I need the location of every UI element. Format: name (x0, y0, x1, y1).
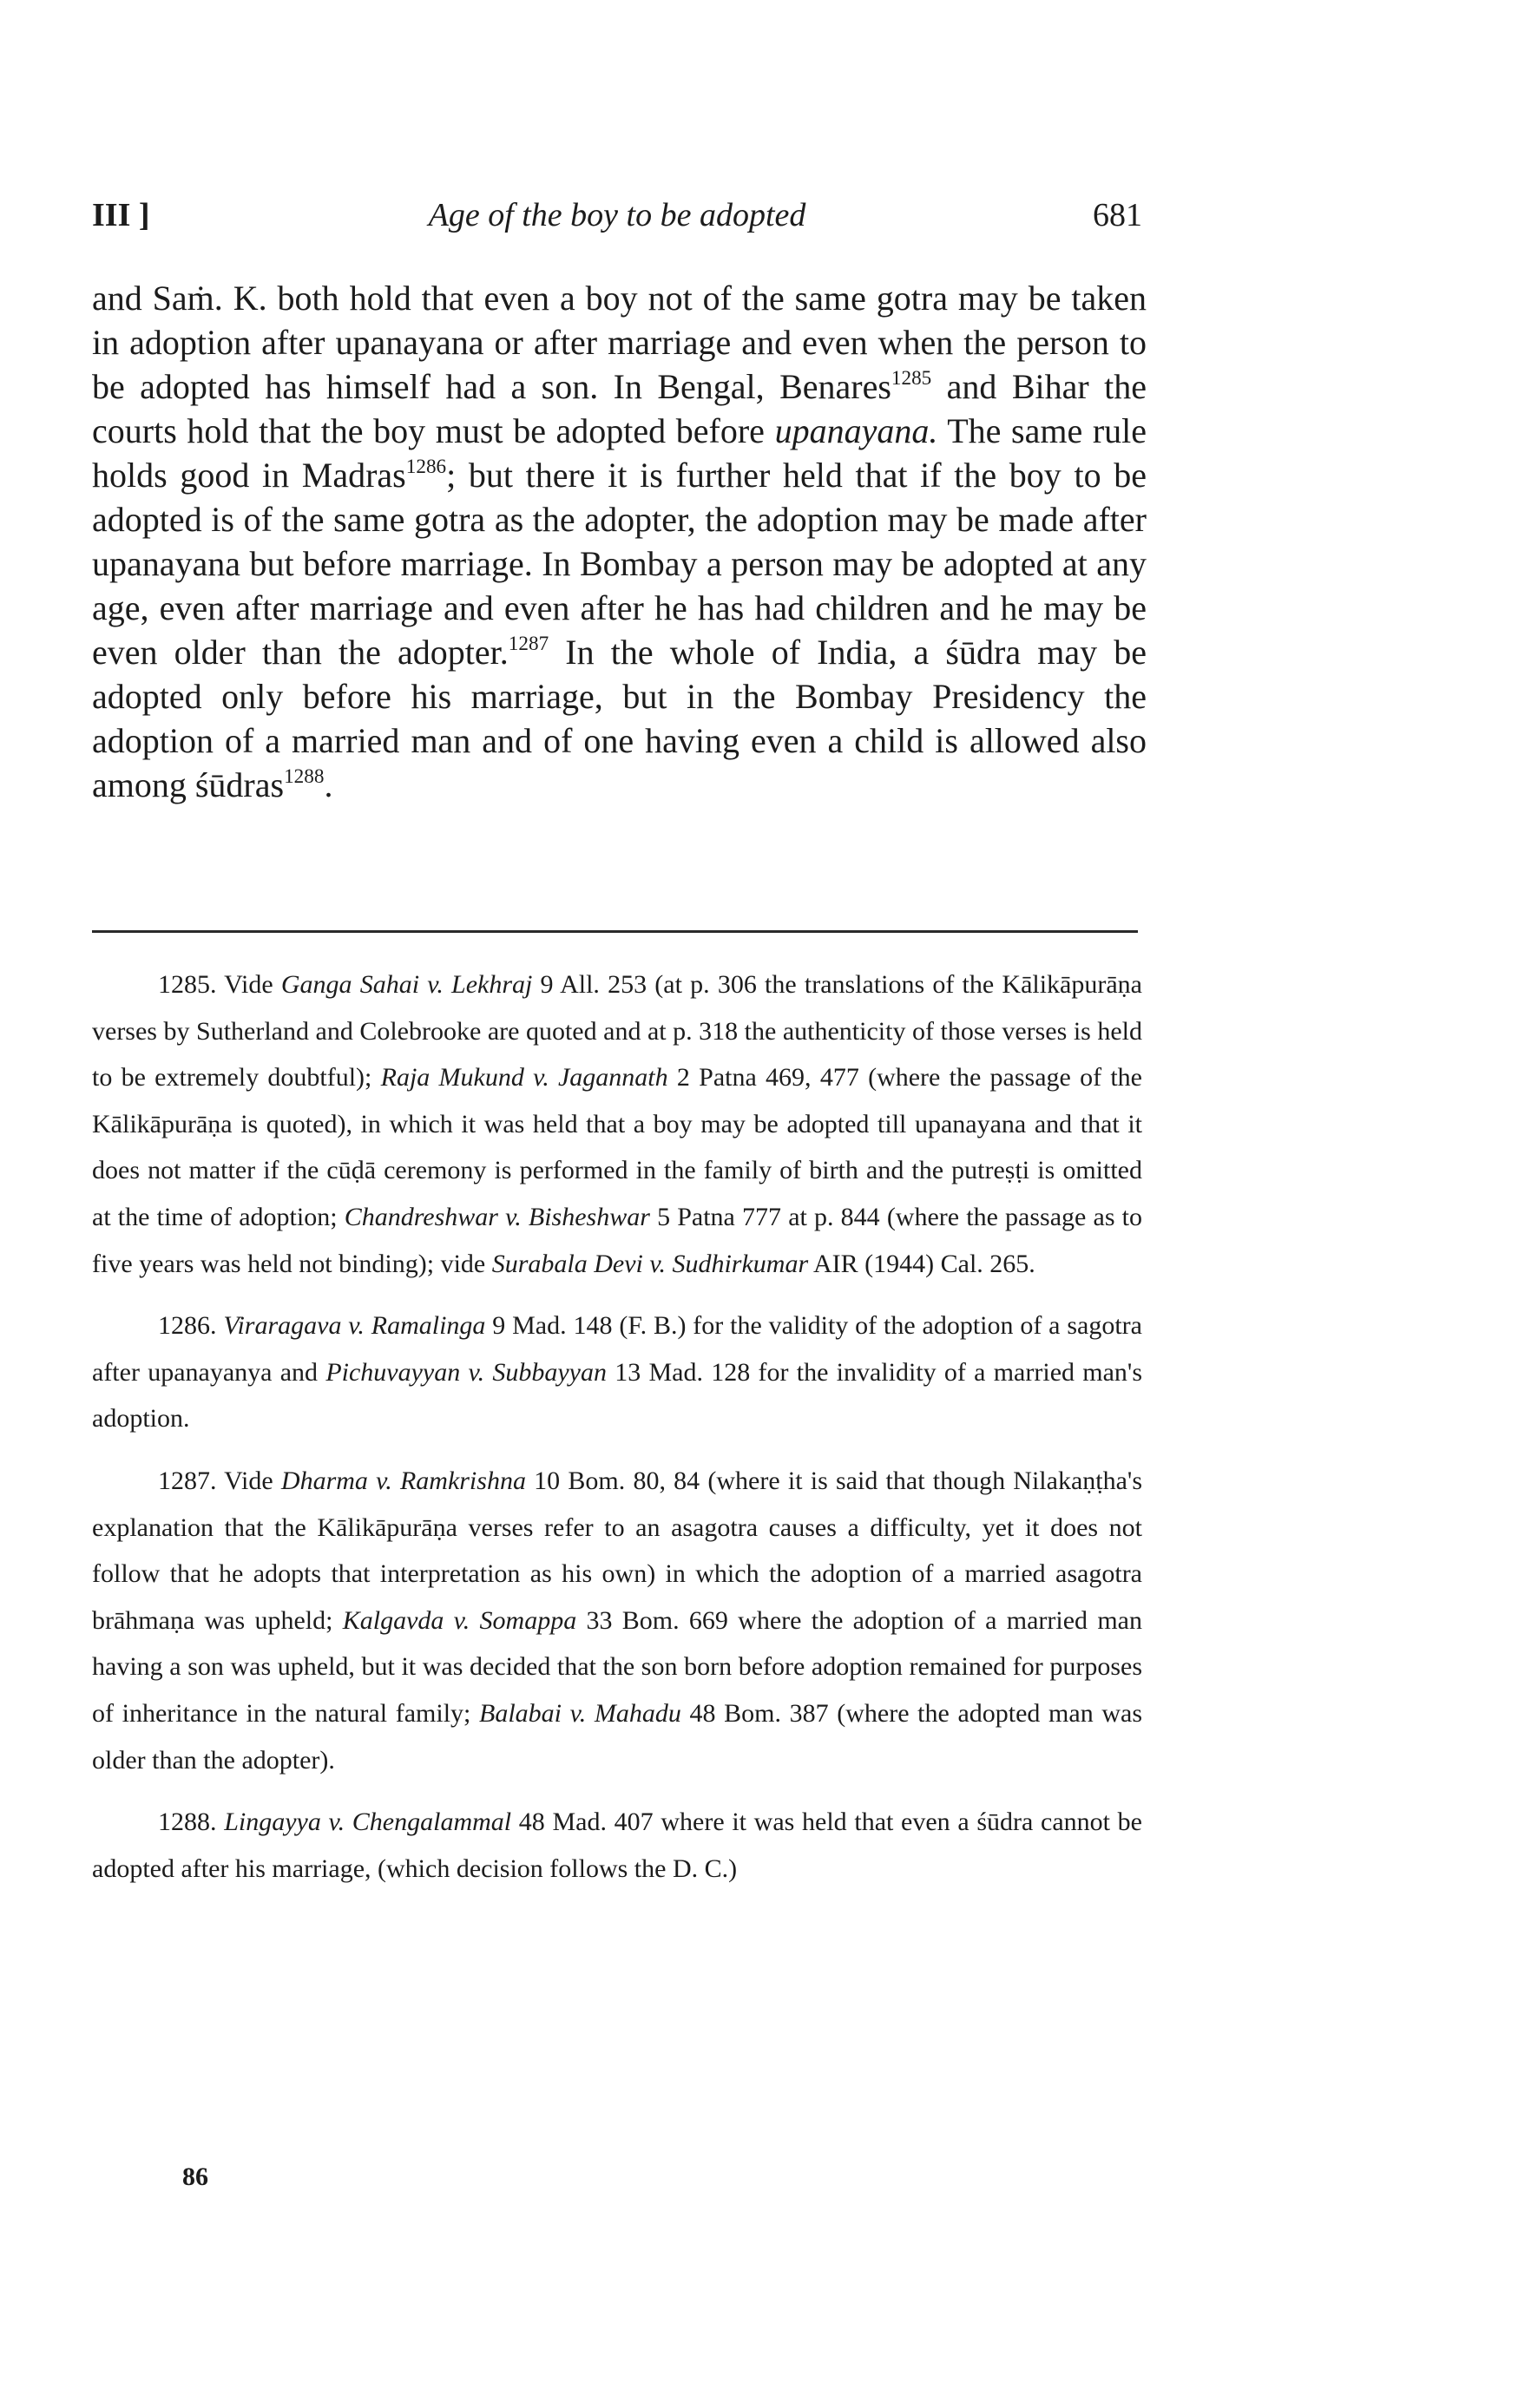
case-name: Chandreshwar v. Bisheshwar (344, 1202, 650, 1231)
footnote-ref-1285[interactable]: 1285 (891, 366, 932, 390)
footnote-text: 9 All. 253 (at p. 306 the translations of the Kālikāpurāṇa verses by Sutherland and Colebrooke are quoted and at p. 318 the authenticity of those verses is held to be extremely doubtful); (92, 970, 1142, 1092)
footnote-number: 1286. (158, 1311, 217, 1341)
footnote-text: 13 Mad. 128 for the invalidity of a married man's adoption. (92, 1357, 1142, 1434)
footnote-text: 2 Patna 469, 477 (where the passage of the Kālikāpurāṇa is quoted), in which it was held that a boy may be adopted till upanayana and that it does not matter if the cūḍā ceremony is performed in the family of birth and the putreṣṭi is omitted at the time of adoption; (92, 1063, 1142, 1231)
footnote-text: 9 Mad. 148 (F. B.) for the validity of the adoption of a sagotra after upanayanya and (92, 1311, 1142, 1387)
footnote-text: Vide (216, 1466, 281, 1495)
footnote-text: Vide (216, 970, 281, 999)
body-text-run: and Saṁ. K. both hold that even a boy not of the same gotra may be taken in adoption after upanayana or after marriage and even when the person to be adopted has himself had a son. In Bengal, Benares (92, 279, 1147, 406)
footnotes (92, 961, 1142, 1907)
footnote-number: 1288. (158, 1808, 217, 1837)
footnote-ref-1286[interactable]: 1286 (405, 455, 447, 478)
footnote-divider (92, 930, 1138, 933)
page-number: 681 (1093, 197, 1142, 233)
case-name: Dharma v. Ramkrishna (280, 1466, 526, 1495)
footnote-number: 1285. (158, 970, 217, 999)
case-name: Pichuvayyan v. Subbayyan (325, 1357, 607, 1387)
footnote-1285 (92, 961, 1142, 1287)
case-name: Raja Mukund v. Jagannath (380, 1063, 668, 1092)
case-name: Viraragava v. Ramalinga (223, 1311, 486, 1341)
footnote-1287 (92, 1458, 1142, 1783)
running-title: Age of the boy to be adopted (428, 197, 806, 233)
signature-mark: 86 (182, 2162, 208, 2191)
case-name: Balabai v. Mahadu (479, 1698, 681, 1728)
paragraph (92, 276, 1147, 807)
body-text-run: In the whole of India, a śūdra may be adopted only before his marriage, but in the Bombay Presidency the adoption of a married man and of one having even a child is allowed also among śūdras (92, 633, 1147, 804)
body-text-run: ; but there it is further held that if the boy to be adopted is of the same gotra as the adopter, the adoption may be made after upanayana but before marriage. In Bombay a person may be adopted at any age, even after marriage and even after he has had children and he may be even older than the adopter. (92, 456, 1147, 672)
footnote-text: AIR (1944) Cal. 265. (808, 1249, 1035, 1278)
case-name: Kalgavda v. Somappa (342, 1605, 577, 1635)
case-name: Ganga Sahai v. Lekhraj (280, 970, 533, 999)
footnote-number: 1287. (158, 1466, 217, 1495)
case-name: Surabala Devi v. Sudhirkumar (491, 1249, 809, 1278)
body-text-run: and Bihar the courts hold that the boy must be adopted before (92, 367, 1147, 450)
footnote-1286 (92, 1302, 1142, 1442)
footnote-text (217, 1808, 225, 1836)
footnote-text: 5 Patna 777 at p. 844 (where the passage as to five years was held not binding); vide (92, 1202, 1142, 1278)
footnote-ref-1287[interactable]: 1287 (508, 632, 549, 655)
chapter-marker: III ] (92, 197, 150, 233)
main-paragraph (92, 276, 1147, 807)
case-name: Lingayya v. Chengalammal (224, 1808, 512, 1837)
footnote-text: 33 Bom. 669 where the adoption of a married man having a son was upheld, but it was decided that the son born before adoption remained for purposes of inheritance in the natural family; (92, 1605, 1142, 1728)
footnote-ref-1288[interactable]: 1288 (284, 764, 325, 788)
footnote-text: 10 Bom. 80, 84 (where it is said that though Nilakaṇṭha's explanation that the Kālikāpurāṇa verses refer to an asagotra causes a difficulty, yet it does not follow that he adopts that interpretation as his own) in which the adoption of a married asagotra brāhmaṇa was upheld; (92, 1466, 1142, 1635)
body-text-run: . (324, 765, 333, 804)
page-header (92, 196, 1142, 248)
body-text-run: The same rule holds good in Madras (92, 411, 1147, 495)
footnote-text: 48 Bom. 387 (where the adopted man was older than the adopter). (92, 1698, 1143, 1775)
body-italic-term: upanayana. (774, 411, 938, 450)
footnote-1288 (92, 1799, 1142, 1892)
footnote-text: 48 Mad. 407 where it was held that even a śūdra cannot be adopted after his marriage, (which decision follows the D. C.) (92, 1808, 1142, 1883)
